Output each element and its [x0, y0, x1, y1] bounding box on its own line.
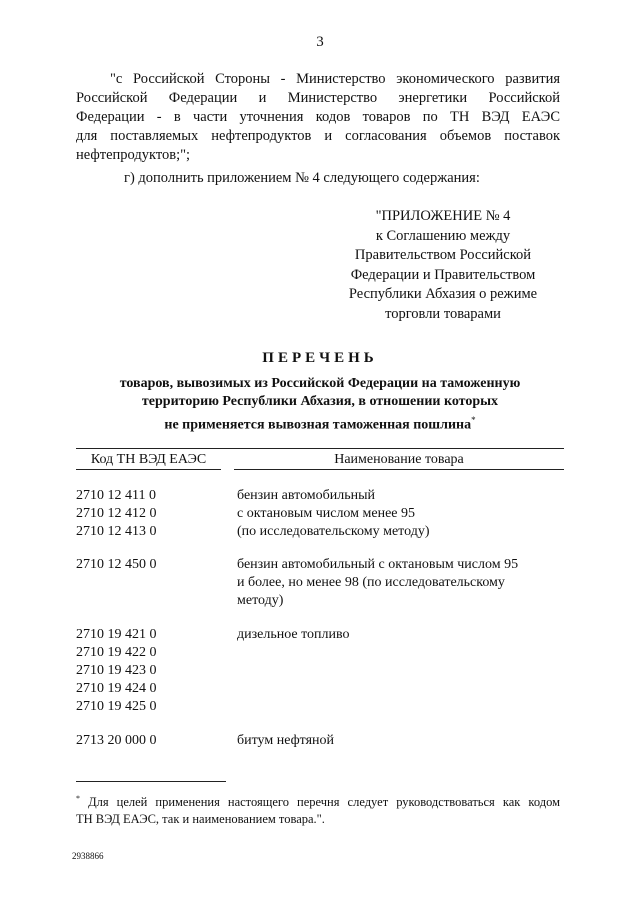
- name-line: (по исследовательскому методу): [237, 524, 430, 539]
- code-cell: 2710 19 424 0: [76, 681, 157, 696]
- intro-line: Федерации - в части уточнения кодов товаров по ТН ВЭД ЕАЭС: [76, 109, 560, 125]
- name-cell: [237, 487, 567, 541]
- code-cell: 2710 12 450 0: [76, 557, 157, 572]
- name-cell: [237, 626, 567, 644]
- name-cell: [237, 732, 567, 750]
- subtitle-line: товаров, вывозимых из Российской Федерации на таможенную: [119, 376, 521, 391]
- table-top-rule: [76, 448, 564, 449]
- appendix-line: Правительством Российской: [354, 247, 532, 263]
- table-row: [76, 626, 216, 716]
- page-number: 3: [316, 34, 324, 50]
- code-cell: 2713 20 000 0: [76, 733, 157, 748]
- code-cell: 2710 12 412 0: [76, 506, 157, 521]
- footnote-mark: *: [76, 794, 80, 803]
- footnote-line: ТН ВЭД ЕАЭС, так и наименованием товара.".: [76, 812, 325, 827]
- footnote-rule: [76, 781, 226, 782]
- footnote-line: * Для целей применения настоящего перечня следует руководствоваться как кодом: [76, 794, 561, 810]
- header-name: Наименование товара: [334, 452, 464, 467]
- table-row: [76, 732, 216, 750]
- intro-line: для поставляемых нефтепродуктов и согласования объемов поставок: [76, 128, 560, 144]
- name-line: методу): [237, 593, 284, 608]
- subtitle-line: территорию Республики Абхазия, в отношении которых: [141, 394, 499, 409]
- appendix-line: к Соглашению между: [375, 227, 511, 244]
- intro-paragraph: [76, 70, 560, 165]
- appendix-line: торговли товарами: [385, 305, 501, 322]
- header-name-underline: [234, 469, 564, 470]
- code-cell: 2710 12 411 0: [76, 488, 156, 503]
- name-line: бензин автомобильный: [237, 488, 376, 503]
- appendix-header: [318, 207, 568, 324]
- intro-line: "с Российской Стороны - Министерство экономического развития: [110, 71, 560, 87]
- table-row: [76, 556, 216, 574]
- header-code: Код ТН ВЭД ЕАЭС: [90, 452, 207, 467]
- name-cell: [237, 556, 567, 610]
- footnote: [76, 790, 560, 828]
- name-line: дизельное топливо: [237, 627, 350, 642]
- list-title: ПЕРЕЧЕНЬ: [262, 350, 378, 366]
- name-line: битум нефтяной: [237, 733, 335, 748]
- header-code-underline: [76, 469, 221, 470]
- appendix-line: Республики Абхазия о режиме: [348, 286, 538, 302]
- name-line: бензин автомобильный с октановым числом 95: [237, 557, 519, 572]
- footnote-mark: *: [471, 415, 476, 425]
- document-id: 2938866: [72, 851, 104, 861]
- amendment-text: г) дополнить приложением № 4 следующего содержания:: [124, 170, 480, 186]
- code-cell: 2710 19 422 0: [76, 645, 157, 660]
- intro-line: Российской Федерации и Министерство энергетики Российской: [76, 90, 560, 106]
- intro-line: нефтепродуктов;";: [76, 147, 191, 163]
- appendix-line: "ПРИЛОЖЕНИЕ № 4: [375, 208, 511, 224]
- subtitle-line: не применяется вывозная таможенная пошлина*: [164, 415, 476, 433]
- name-line: и более, но менее 98 (по исследовательскому: [237, 575, 505, 590]
- code-cell: 2710 19 423 0: [76, 663, 157, 678]
- appendix-line: Федерации и Правительством: [350, 266, 536, 283]
- code-cell: 2710 19 425 0: [76, 699, 157, 714]
- code-cell: 2710 12 413 0: [76, 524, 157, 539]
- name-line: с октановым числом менее 95: [237, 506, 416, 521]
- code-cell: 2710 19 421 0: [76, 627, 157, 642]
- table-row: [76, 487, 216, 541]
- list-subtitle: [60, 375, 580, 435]
